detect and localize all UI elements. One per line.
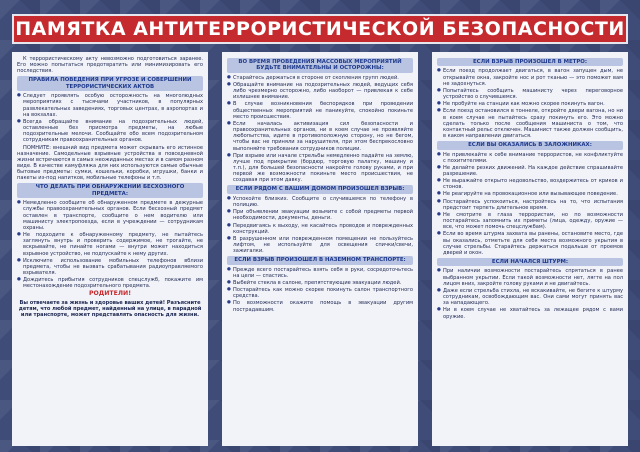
- list-item: ● Если во время штурма захвата вы ранены, остановите место, где вы оказались, отметьте для себя места возможного укрытия в случае стрельбы. Старайтесь держаться подальше от проемов дверей и окон.: [437, 231, 623, 256]
- list-item: ● В случае возникновения беспорядков при проведении общественных мероприятий не паникуйте, спокойно покиньте место происшествия.: [227, 101, 413, 119]
- list-item: ● Дождитесь прибытия сотрудников спецслужб, покажите им местонахождение подозрительного предмета.: [17, 277, 203, 289]
- list-item: ● Исключите использование мобильных телефонов вблизи предмета, чтобы не вызвать срабатывания радиоуправляемого взрывателя.: [17, 258, 203, 276]
- warning-text: ПОМНИТЕ: внешний вид предмета может скрывать его истинное назначение. Самодельные взрывные устройства в повседневной жизни встречаются в самых неожиданных местах и в самом разном виде. В качестве камуфляжа для них используются самые обычные бытовые предметы: сумки, кошельки, коробки, игрушки, банки и пакеты из-под напитков, мобильные телефоны и т.п.: [17, 144, 203, 182]
- heading-explosion-transport: ЕСЛИ ВЗРЫВ ПРОИЗОШЕЛ В НАЗЕМНОМ ТРАНСПОРТЕ:: [227, 256, 413, 264]
- list-item: ● Следует проявлять особую осторожность на многолюдных мероприятиях с тысячами участников, в популярных развлекательных заведениях, торговых центрах, в аэропортах и на вокзалах.: [17, 93, 203, 118]
- list-item: ● Не привлекайте к себе внимание террористов, не конфликтуйте с похитителями.: [437, 152, 623, 164]
- list-item: ● Не подходите к обнаруженному предмету, не пытайтесь заглянуть внутрь и проверить содержимое, не трогайте, не вскрывайте, не пинайте ногами — внутри может находиться взрывное устройство, не подпускайте к нему других.: [17, 232, 203, 257]
- list-item: ● Постарайтесь как можно скорее покинуть салон транспортного средства.: [227, 287, 413, 299]
- heading-suspicious-object: ЧТО ДЕЛАТЬ ПРИ ОБНАРУЖЕНИИ БЕСХОЗНОГО ПРЕДМЕТА:: [17, 183, 203, 198]
- list-item: ● По возможности окажите помощь в эвакуации другим пострадавшим.: [227, 300, 413, 312]
- title-banner: [12, 14, 628, 44]
- list-item: ● Даже если стрельба стихла, не вскакивайте, не бегите к штурму сотрудникам, освобождающим вас. Они сами могут принять вас за нападающего.: [437, 288, 623, 306]
- list-item: ● Выбейте стекла в салоне, препятствующие эвакуации людей.: [227, 280, 413, 286]
- list-item: ● При объявлении эвакуации возьмите с собой предметы первой необходимости, документы, деньги.: [227, 209, 413, 221]
- list-item: ● При взрыве или начале стрельбы немедленно падайте на землю, лучше под прикрытие (бордюр, торговую палатку, машину и т.п.), для большей безопасности накройте голову руками, и при первой же возможности покиньте место происшествия, не создавая при этом давку.: [227, 153, 413, 184]
- column-right: [432, 52, 628, 446]
- list-item: ● Не выражайте открыто недовольство, воздержитесь от криков и стонов.: [437, 178, 623, 190]
- heading-explosion-home: ЕСЛИ РЯДОМ С ВАШИМ ДОМОМ ПРОИЗОШЕЛ ВЗРЫВ:: [227, 185, 413, 193]
- heading-parents: РОДИТЕЛИ!: [88, 290, 132, 298]
- list-item: ● Ни в коем случае не хватайтесь за лежащее рядом с вами оружие.: [437, 307, 623, 319]
- list-item: ● Не реагируйте на провокационное или вызывающее поведение.: [437, 191, 623, 197]
- list-item: ● Обращайте внимание на подозрительных людей, ведущих себя либо чрезмерно осторожно, либо наоборот — привлекая к себе излишнее внимание.: [227, 82, 413, 100]
- list-item: ● Всегда обращайте внимание на подозрительных людей, оставленные без присмотра предметы, на любые подозрительные мелочи. Сообщайте обо всем подозрительном сотрудникам правоохранительных органов.: [17, 119, 203, 144]
- parents-text: Вы отвечаете за жизнь и здоровье ваших детей! Разъясните детям, что любой предмет, найденный на улице, в парадной или транспорте, может представлять опасность для жизни.: [18, 299, 202, 319]
- list-item: ● Если началась активизация сил безопасности и правоохранительных органов, ни в коем случае не проявляйте любопытства, идите в противоположную сторону, но не бегом, чтобы вас не приняли за нарушителя, при этом беспрекословно выполняйте требования сотрудников полиции.: [227, 121, 413, 152]
- list-item: ● Прежде всего постарайтесь взять себя в руки, сосредоточьтесь на цели — спастись.: [227, 267, 413, 279]
- list-item: ● Успокойте близких. Сообщите о случившемся по телефону в полицию.: [227, 196, 413, 208]
- list-item: ● Если поезд продолжает двигаться, в вагон запущен дым, не открывайте окна, закройте нос и рот тканью — это поможет вам не задохнуться.: [437, 68, 623, 86]
- heading-assault: ЕСЛИ НАЧАЛСЯ ШТУРМ:: [437, 258, 623, 266]
- list-item: ● Не смотрите в глаза террористам, но по возможности постарайтесь запомнить их приметы (лица, одежду, оружие — все, что может помочь спецслужбам).: [437, 212, 623, 230]
- list-item: ● Не делайте резких движений. На каждое действие спрашивайте разрешение.: [437, 165, 623, 177]
- column-left: [12, 52, 208, 446]
- page-title: ПАМЯТКА АНТИТЕРРОРИСТИЧЕСКОЙ БЕЗОПАСНОСТИ: [15, 18, 625, 40]
- list-item: ● Постарайтесь успокоиться, настройтесь на то, что испытания предстоит терпеть длительное время.: [437, 199, 623, 211]
- list-item: ● При наличии возможности постарайтесь спрятаться в ранее выбранном укрытии. Если такой возможности нет, лягте на пол лицом вниз, закройте голову руками и не двигайтесь.: [437, 268, 623, 286]
- list-item: ● Не пробуйте на станции как можно скорее покинуть вагон.: [437, 101, 623, 107]
- list-item: ● Старайтесь держаться в стороне от скопления групп людей.: [227, 75, 413, 81]
- heading-mass-events: ВО ВРЕМЯ ПРОВЕДЕНИЯ МАССОВЫХ МЕРОПРИЯТИЙ БУДЬТЕ ВНИМАТЕЛЬНЫ И ОСТОРОЖНЫ:: [227, 58, 413, 73]
- list-item: ● В разрушенном или поврежденном помещении не пользуйтесь лифтом, не используйте для освещения спички/свечи, зажигалки.: [227, 236, 413, 254]
- column-middle: [222, 52, 418, 446]
- list-item: ● Передвигаясь к выходу, не касайтесь проводов и поврежденных конструкций.: [227, 223, 413, 235]
- list-item: ● Попытайтесь сообщить машинисту через переговорное устройство о случившемся.: [437, 88, 623, 100]
- list-item: ● Немедленно сообщите об обнаруженном предмете в дежурные службы правоохранительных органов. Если бесхозный предмет оставлен в транспорте, сообщите о нем водителю или машинисту электропоезда, если в учреждении — сотрудникам охраны.: [17, 200, 203, 231]
- list-item: ● Если поезд остановился в тоннеле, откройте двери вагона, но ни в коем случае не пытайтесь сразу покинуть его. Это можно сделать только после сообщения машиниста о том, что контактный рельс отключен. Машинист также должен сообщить, в каком направлении двигаться.: [437, 108, 623, 139]
- heading-rules: ПРАВИЛА ПОВЕДЕНИЯ ПРИ УГРОЗЕ И СОВЕРШЕНИИ ТЕРРОРИСТИЧЕСКИХ АКТОВ: [17, 76, 203, 91]
- intro-text: К террористическому акту невозможно подготовиться заранее. Его можно попытаться предотвратить или минимизировать его последствия.: [17, 56, 203, 75]
- heading-hostages: ЕСЛИ ВЫ ОКАЗАЛИСЬ В ЗАЛОЖНИКАХ:: [437, 141, 623, 149]
- heading-metro: ЕСЛИ ВЗРЫВ ПРОИЗОШЕЛ В МЕТРО:: [437, 58, 623, 66]
